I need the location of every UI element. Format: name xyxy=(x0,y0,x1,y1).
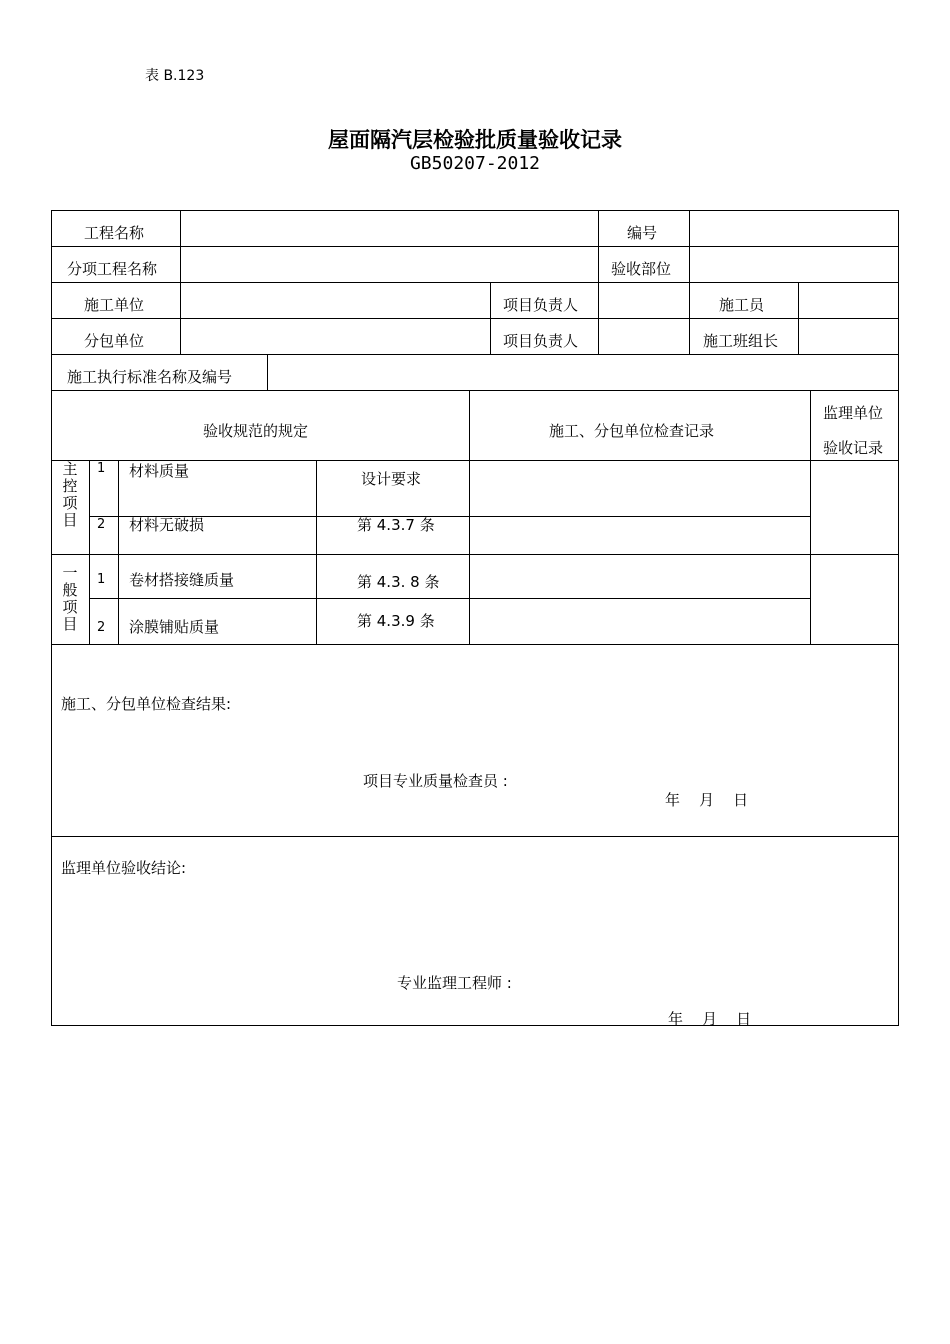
general-label: 一般项目 xyxy=(62,564,78,633)
main-item-1-name: 材料质量 xyxy=(129,462,190,480)
label-constructor: 施工员 xyxy=(719,296,765,314)
label-team-leader: 施工班组长 xyxy=(703,332,779,350)
result-inspector: 项目专业质量检查员 : xyxy=(363,772,508,790)
label-standard-name: 施工执行标准名称及编号 xyxy=(67,368,233,386)
table-number: 表 B.123 xyxy=(145,68,205,84)
general-item-1-no: 1 xyxy=(97,572,106,587)
page-title: 屋面隔汽层检验批质量验收记录 xyxy=(328,128,622,152)
label-project-name: 工程名称 xyxy=(84,224,145,242)
main-item-2-req: 第 4.3.7 条 xyxy=(357,516,435,534)
main-item-2-name: 材料无破损 xyxy=(129,516,205,534)
conclusion-engineer: 专业监理工程师 : xyxy=(397,974,512,992)
header-check-record: 施工、分包单位检查记录 xyxy=(549,422,715,440)
main-item-1-req: 设计要求 xyxy=(361,470,422,488)
label-number: 编号 xyxy=(627,224,658,242)
conclusion-date: 年 月 日 xyxy=(668,1010,752,1028)
result-date: 年 月 日 xyxy=(665,791,749,809)
result-label: 施工、分包单位检查结果: xyxy=(61,695,232,713)
standard-code: GB50207-2012 xyxy=(409,153,541,174)
label-project-manager-1: 项目负责人 xyxy=(503,296,579,314)
main-item-2-no: 2 xyxy=(97,517,106,532)
header-spec: 验收规范的规定 xyxy=(203,422,309,440)
general-item-2-no: 2 xyxy=(97,620,106,635)
general-item-1-name: 卷材搭接缝质量 xyxy=(129,571,235,589)
general-item-2-name: 涂膜铺贴质量 xyxy=(129,618,220,636)
label-sub-project-name: 分项工程名称 xyxy=(67,260,158,278)
main-control-label: 主控项目 xyxy=(62,460,78,529)
conclusion-label: 监理单位验收结论: xyxy=(61,859,187,877)
general-item-2-req: 第 4.3.9 条 xyxy=(357,612,435,630)
header-supervision-line2: 验收记录 xyxy=(823,439,884,457)
label-project-manager-2: 项目负责人 xyxy=(503,332,579,350)
main-item-1-no: 1 xyxy=(97,461,106,476)
label-subcontract-unit: 分包单位 xyxy=(84,332,145,350)
label-construction-unit: 施工单位 xyxy=(84,296,145,314)
label-acceptance-part: 验收部位 xyxy=(611,260,672,278)
header-supervision-line1: 监理单位 xyxy=(823,404,884,422)
general-item-1-req: 第 4.3. 8 条 xyxy=(357,573,440,591)
